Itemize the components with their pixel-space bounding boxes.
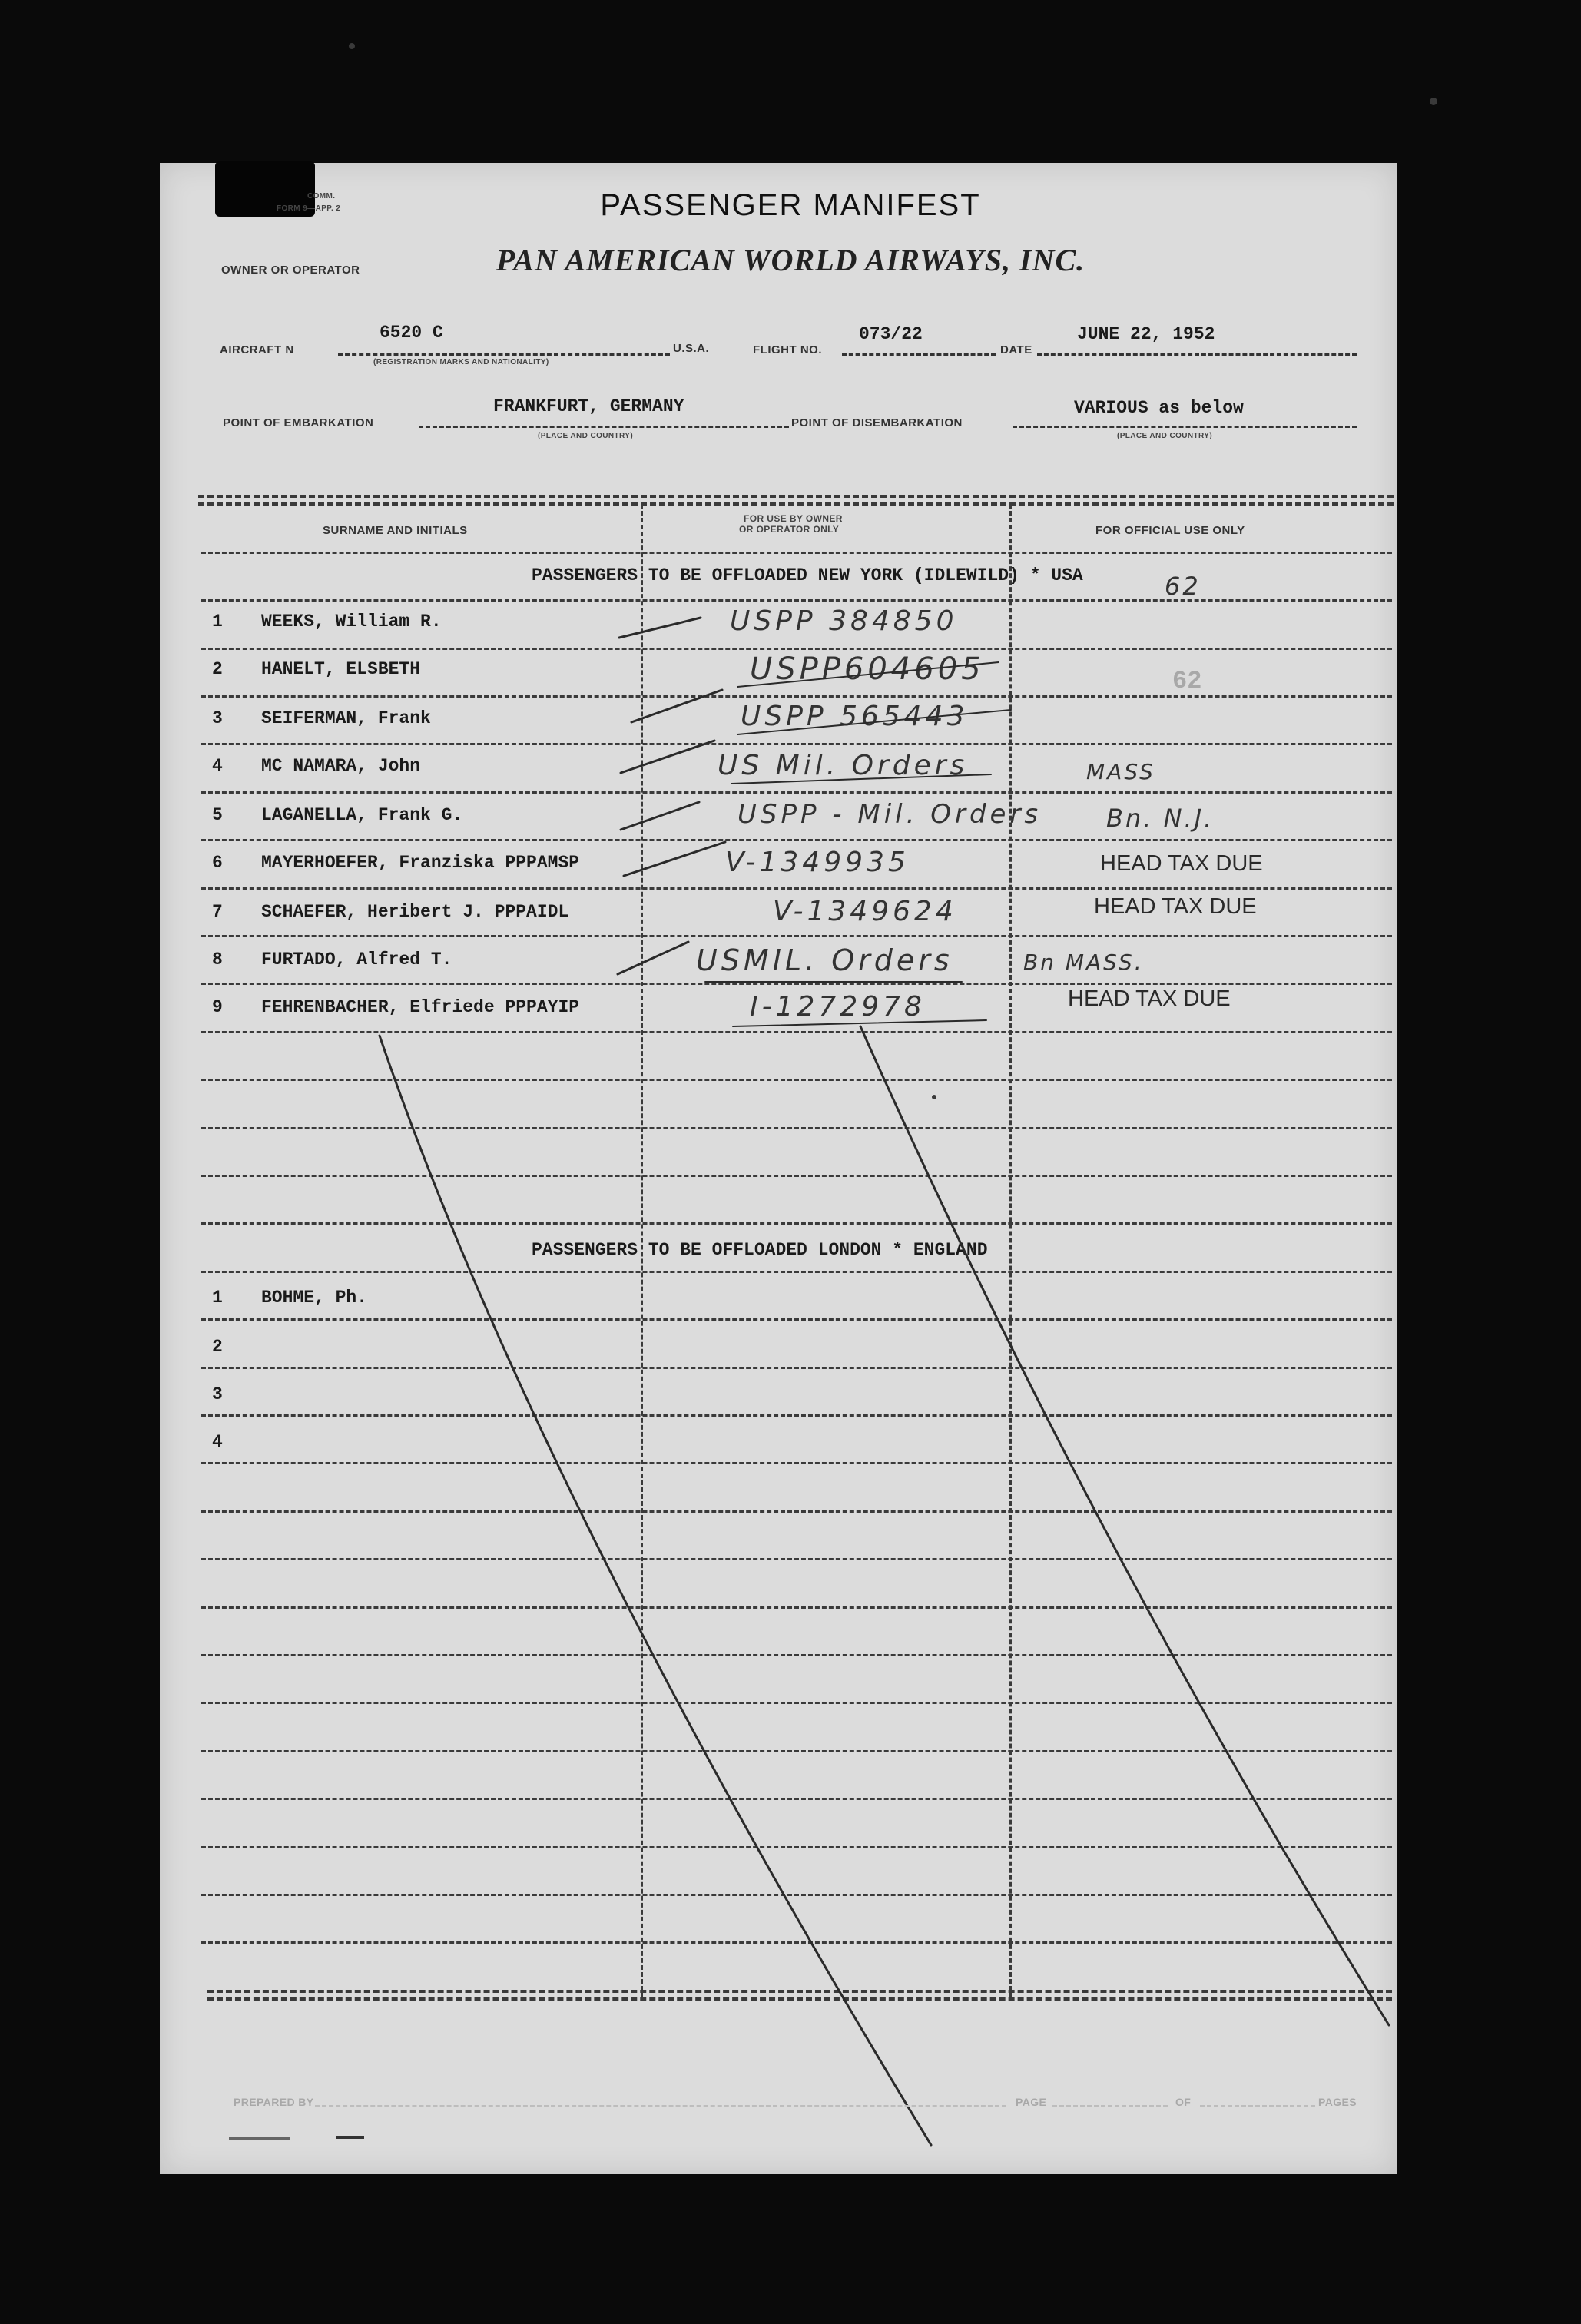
row-number: 9: [212, 997, 223, 1017]
passenger-name: FURTADO, Alfred T.: [261, 950, 452, 970]
place-note-2: (PLACE AND COUNTRY): [1117, 432, 1213, 440]
passenger-document: V-1349935: [725, 847, 910, 878]
row-number: 3: [212, 708, 223, 728]
row-number: 6: [212, 853, 223, 873]
prepared-by-label: PREPARED BY: [234, 2096, 314, 2108]
disembarkation-label: POINT OF DISEMBARKATION: [791, 416, 963, 429]
section-london-heading: PASSENGERS TO BE OFFLOADED LONDON * ENGLAND: [532, 1240, 988, 1260]
passenger-name: FEHRENBACHER, Elfriede PPPAYIP: [261, 997, 580, 1017]
row-number: 3: [212, 1384, 223, 1404]
official-note: Bn MASS.: [1023, 950, 1144, 975]
passenger-document: V-1349624: [773, 896, 957, 927]
row-number: 1: [212, 612, 223, 632]
signature-mark: [229, 2137, 290, 2140]
page-title: PASSENGER MANIFEST: [600, 188, 981, 222]
passenger-document: USPP 384850: [730, 605, 958, 637]
passenger-name: MC NAMARA, John: [261, 756, 421, 776]
official-mark-faint: 62: [1172, 667, 1202, 695]
passenger-document: US Mil. Orders: [718, 750, 969, 781]
date-value: JUNE 22, 1952: [1077, 324, 1215, 344]
aircraft-label: AIRCRAFT N: [220, 343, 294, 356]
official-mark: 62: [1165, 572, 1201, 601]
passenger-document: USPP 565443: [741, 701, 969, 732]
col-owner-use-1: FOR USE BY OWNER: [744, 513, 843, 524]
passenger-document: USPP604605: [750, 651, 985, 687]
embarkation-value: FRANKFURT, GERMANY: [493, 396, 684, 416]
passenger-name: LAGANELLA, Frank G.: [261, 805, 463, 825]
row-number: 8: [212, 950, 223, 970]
passenger-name: HANELT, ELSBETH: [261, 659, 421, 679]
row-number: 2: [212, 659, 223, 679]
col-official: FOR OFFICIAL USE ONLY: [1095, 524, 1245, 537]
row-number: 4: [212, 1432, 223, 1452]
place-note-1: (PLACE AND COUNTRY): [538, 432, 634, 440]
registration-note: (REGISTRATION MARKS AND NATIONALITY): [373, 358, 549, 366]
row-number: 1: [212, 1288, 223, 1308]
owner-label: OWNER OR OPERATOR: [221, 264, 360, 277]
form-code-line2: FORM 9—APP. 2: [277, 204, 341, 213]
passenger-name: MAYERHOEFER, Franziska PPPAMSP: [261, 853, 580, 873]
of-label: OF: [1175, 2096, 1192, 2108]
passenger-name: WEEKS, William R.: [261, 612, 442, 632]
passenger-name: SEIFERMAN, Frank: [261, 708, 431, 728]
passenger-document: USPP - Mil. Orders: [737, 799, 1042, 830]
passenger-name: BOHME, Ph.: [261, 1288, 368, 1308]
passenger-document: USMIL. Orders: [696, 943, 953, 977]
official-stamp: HEAD TAX DUE: [1100, 851, 1263, 876]
airline-name: PAN AMERICAN WORLD AIRWAYS, INC.: [496, 243, 1085, 277]
row-number: 5: [212, 805, 223, 825]
date-label: DATE: [1000, 343, 1032, 356]
signature-mark: [336, 2136, 364, 2139]
embarkation-label: POINT OF EMBARKATION: [223, 416, 374, 429]
usa-label: U.S.A.: [673, 342, 710, 355]
pages-label: PAGES: [1318, 2096, 1357, 2108]
passenger-name: SCHAEFER, Heribert J. PPPAIDL: [261, 902, 569, 922]
official-stamp: HEAD TAX DUE: [1094, 894, 1257, 919]
official-note: MASS: [1086, 759, 1155, 784]
flight-value: 073/22: [859, 324, 923, 344]
page-label: PAGE: [1016, 2096, 1047, 2108]
col-owner-use-2: OR OPERATOR ONLY: [739, 524, 840, 535]
row-number: 7: [212, 902, 223, 922]
official-stamp: HEAD TAX DUE: [1068, 986, 1231, 1011]
aircraft-value: 6520 C: [380, 323, 443, 343]
disembarkation-value: VARIOUS as below: [1074, 398, 1244, 418]
section-ny-heading: PASSENGERS TO BE OFFLOADED NEW YORK (IDLEWILD) * USA: [532, 565, 1083, 585]
row-number: 2: [212, 1337, 223, 1357]
col-surname: SURNAME AND INITIALS: [323, 524, 468, 537]
flight-label: FLIGHT NO.: [753, 343, 822, 356]
passenger-document: I-1272978: [750, 991, 926, 1023]
form-code-line1: COMM.: [307, 192, 336, 201]
official-note: Bn. N.J.: [1106, 804, 1215, 833]
row-number: 4: [212, 756, 223, 776]
